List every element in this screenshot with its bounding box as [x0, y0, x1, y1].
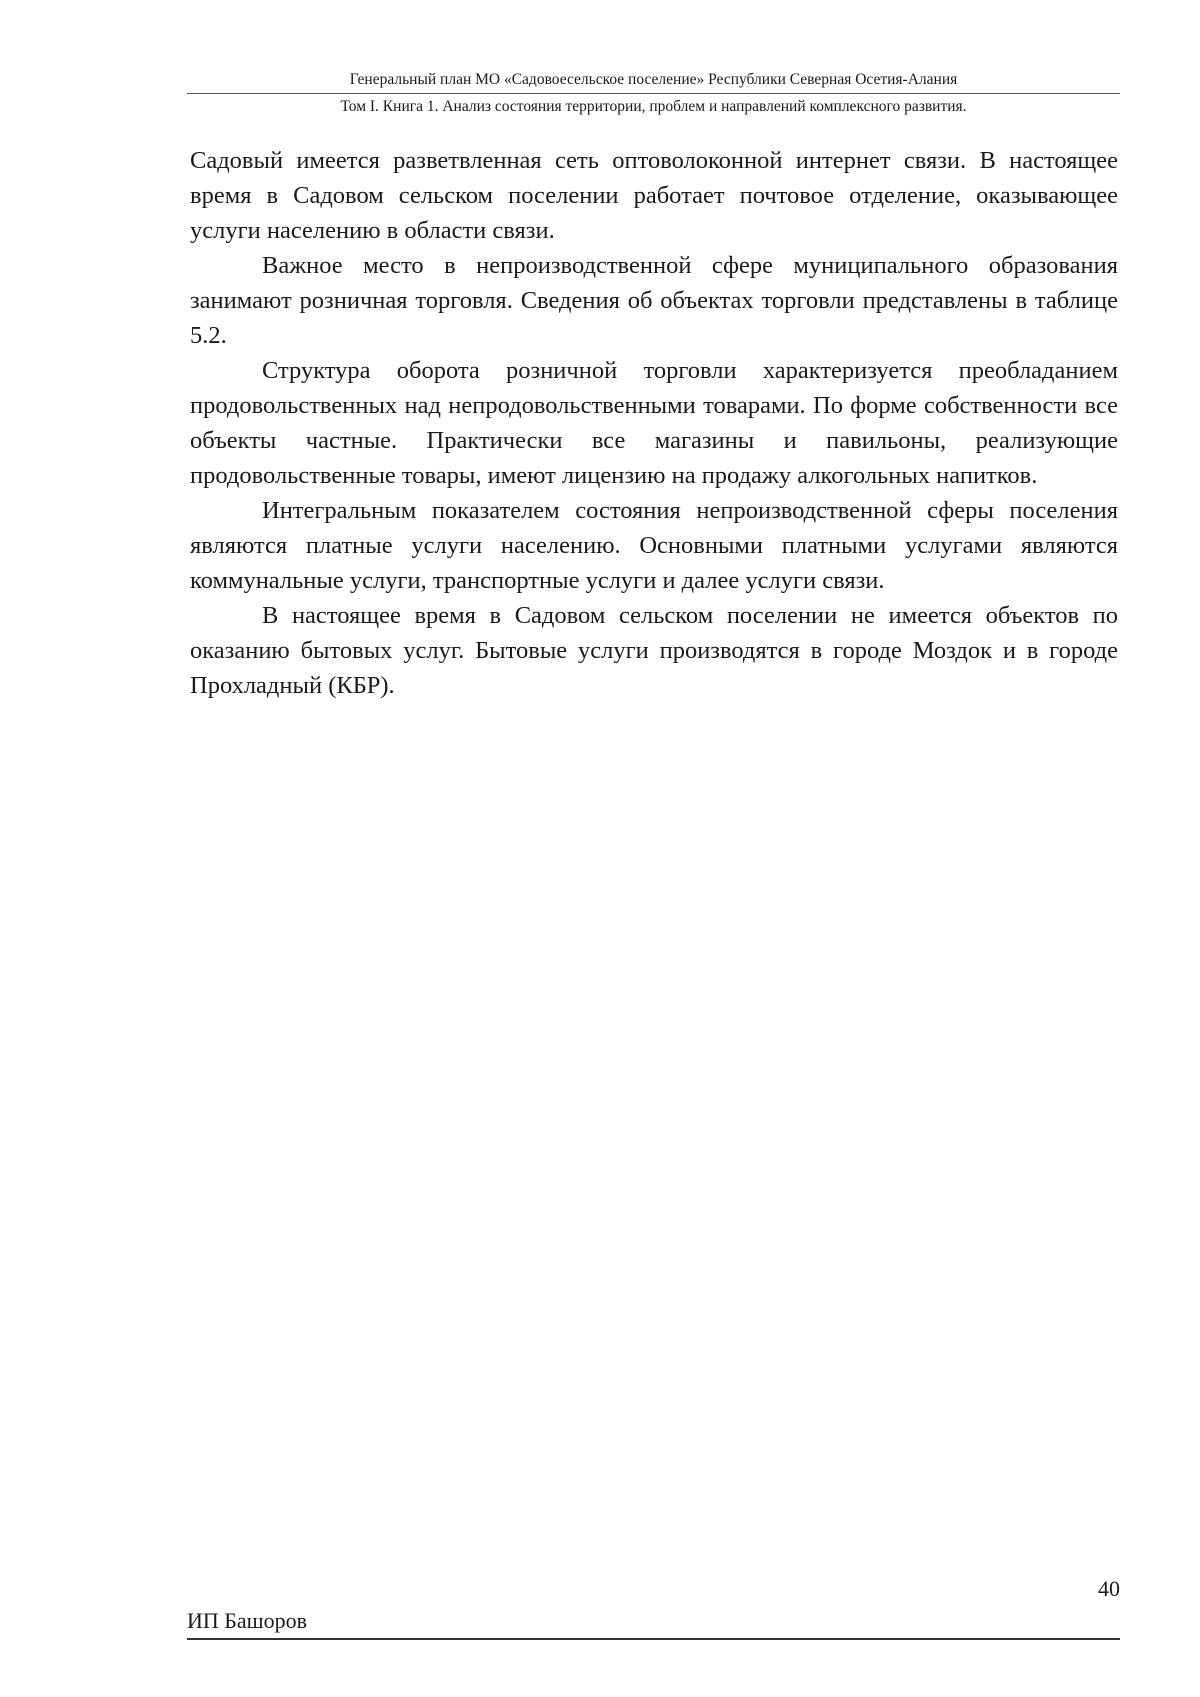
header-title: Генеральный план МО «Садовоесельское поселение» Республики Северная Осетия-Алания	[187, 70, 1120, 94]
page-header	[187, 70, 1120, 117]
page-footer	[187, 1606, 1120, 1640]
paragraph-3: Структура оборота розничной торговли характеризуется преобладанием продовольственных над непродовольственными товарами. По форме собственности все объекты частные. Практически все магазины и павильоны, реализующие продовольственные товары, имеют лицензию на продажу алкогольных напитков.	[190, 357, 1118, 489]
paragraph-5: В настоящее время в Садовом сельском поселении не имеется объектов по оказанию бытовых услуг. Бытовые услуги производятся в городе Моздок и в городе Прохладный (КБР).	[190, 602, 1118, 699]
header-subtitle: Том I. Книга 1. Анализ состояния территории, проблем и направлений комплексного развития.	[340, 98, 967, 115]
footer-author: ИП Башоров	[187, 1608, 308, 1633]
paragraph-2: Важное место в непроизводственной сфере муниципального образования занимают розничная торговля. Сведения об объектах торговли представлены в таблице 5.2.	[190, 252, 1118, 349]
document-body	[190, 143, 1118, 703]
paragraph-1: Садовый имеется разветвленная сеть оптоволоконной интернет связи. В настоящее время в Садовом сельском поселении работает почтовое отделение, оказывающее услуги населению в области связи.	[190, 147, 1118, 244]
paragraph-4: Интегральным показателем состояния непроизводственной сферы поселения являются платные услуги населению. Основными платными услугами являются коммунальные услуги, транспортные услуги и далее услуги связи.	[190, 497, 1118, 594]
page-number: 40	[1098, 1576, 1120, 1601]
